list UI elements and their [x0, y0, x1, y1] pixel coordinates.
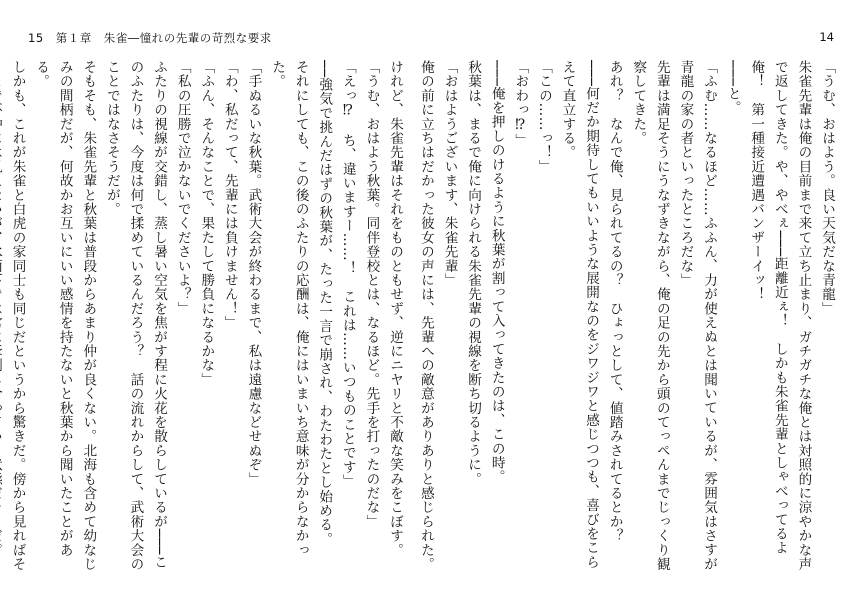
- paragraph: 「この……っ！」: [535, 60, 552, 174]
- paragraph: 「おはようございます、朱雀先輩」: [441, 60, 458, 288]
- paragraph: しかも、これが朱雀と白虎の家同士も同じだというから驚きだ。傍から見ればそ: [9, 60, 26, 572]
- paragraph: 「おわっ⁉」: [512, 60, 529, 148]
- paragraph: そもそも、朱雀先輩と秋葉は普段からあまり仲が良くない。北海も含めて幼なじみの間柄だが、何故かお互いにいい感情を持たないと秋葉から聞いたことがある。: [33, 60, 97, 572]
- paragraph: 「えっ⁉ ち、違いますー……！ これは……いつものことです」: [339, 60, 356, 489]
- paragraph: 朱雀先輩は俺の目前まで来て立ち止まり、ガチガチな俺とは対照的に涼やかな声で返してきた。や、やべぇ───距離近ぇ！ しかも朱雀先輩としゃべってるよ俺！ 第一種接近遭遇バンザーイッ！: [748, 60, 812, 572]
- chapter-title: 第１章 朱雀―憧れの先輩の苛烈な要求: [55, 31, 272, 45]
- paragraph: 秋葉は、まるで俺に向けられる朱雀先輩の視線を断ち切るように。: [465, 60, 482, 486]
- paragraph: 「うむ、おはよう秋葉。同伴登校とは、なるほど。先手を打ったのだな」: [363, 60, 380, 529]
- page-number-left: 15: [28, 31, 44, 45]
- paragraph: あれ？ なんで俺、見られてるの？ ひょっとして、値踏みされてるとか？ ───何だか期待してもいいような展開なのをジワジワと感じつつも、喜びをこらえて直立する。: [559, 60, 623, 570]
- right-body-text: [417, 60, 838, 580]
- right-page: [417, 0, 860, 606]
- paragraph: 「ふむ……なるほど……ふふん、力が使えぬとは聞いているが、雰囲気はさすが青龍の家の者といったところだな」: [677, 60, 718, 572]
- paragraph: けれど、朱雀先輩はそれをものともせず、逆にニヤリと不敵な笑みをこぼす。: [387, 60, 403, 557]
- left-body-text: [9, 60, 406, 580]
- paragraph: 「私の圧勝で泣かないでくださいよ？」: [174, 60, 191, 316]
- paragraph: 「ふん、そんなことで、果たして勝負になるかな」: [198, 60, 215, 387]
- paragraph: 「わ、私だって、先輩には負けません！」: [221, 60, 238, 330]
- paragraph: それにしても、この後のふたりの応酬は、俺にはいまいち意味が分からなかった。: [269, 60, 309, 557]
- page-number-right: 14: [819, 30, 834, 44]
- paragraph: ──強気で挑んだはずの秋葉が、たった一言で崩され、わたわたとし始める。: [316, 60, 333, 547]
- paragraph: ふたりの視線が交錯し、蒸し暑い空気を焦がす程に火花を散らしているが───このふたりは、今度は何で揉めているんだろう？ 話の流れからして、武術大会のことではなさそうだが。: [103, 60, 168, 572]
- paragraph: ───と。: [724, 60, 741, 115]
- paragraph: 俺の前に立ちはだかった彼女の声には、先輩への敵意がありありと感じられた。: [417, 60, 434, 572]
- paragraph: 「うむ、おはよう。良い天気だな青龍」: [819, 60, 835, 316]
- paragraph: 「手ぬるいな秋葉。武術大会が終わるまで、私は遠慮などせぬぞ」: [245, 60, 262, 486]
- running-head: [28, 30, 272, 46]
- paragraph: 先輩は満足そうにうなずきながら、俺の足の先から頭のてっぺんまでじっくり観察してきた。: [630, 60, 670, 572]
- paragraph: ───俺を押しのけるように秋葉が割って入ってきたのは、この時。: [488, 60, 505, 484]
